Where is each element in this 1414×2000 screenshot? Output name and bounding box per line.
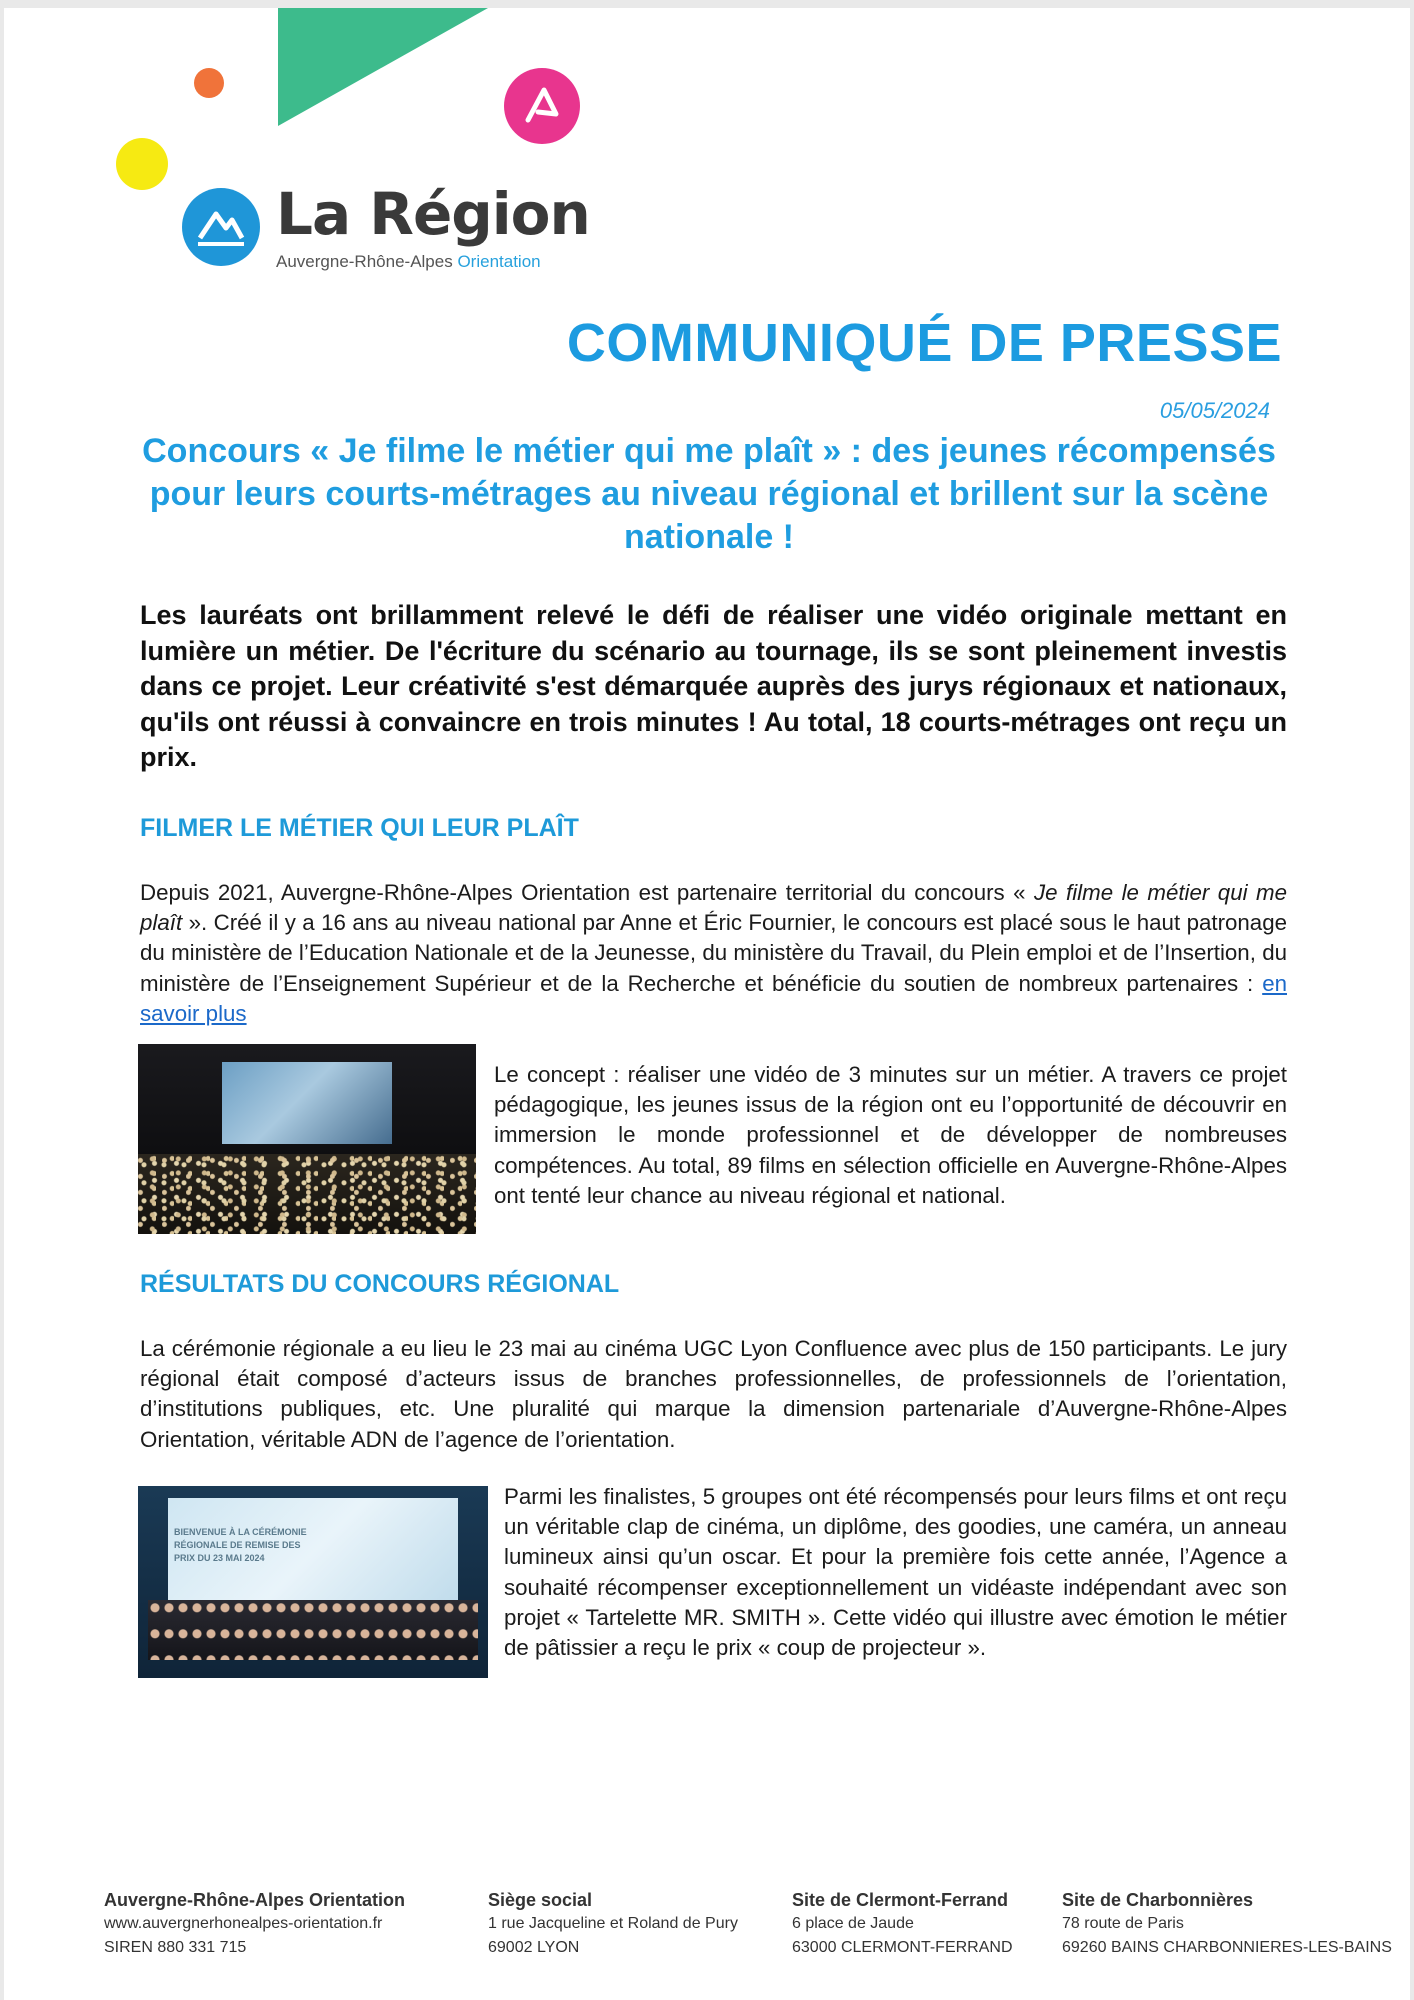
footer-title: Site de Clermont-Ferrand — [792, 1890, 1009, 1910]
section-heading-filmer: FILMER LE MÉTIER QUI LEUR PLAÎT — [140, 814, 579, 842]
footer-column-charbonnieres — [1062, 1888, 1392, 1960]
footer-column-siege — [488, 1888, 738, 1960]
ceremony-group-photo — [138, 1486, 488, 1678]
partner-paragraph — [140, 878, 1287, 1029]
pink-mountain-icon — [504, 68, 580, 144]
release-date: 05/05/2024 — [1159, 398, 1270, 423]
footer-line: 78 route de Paris — [1062, 1915, 1184, 1932]
brand-logo-text: La Région — [276, 180, 590, 248]
footer-line: 69002 LYON — [488, 1939, 580, 1956]
ceremony-screen-text: BIENVENUE À LA CÉRÉMONIE RÉGIONALE DE REMISE DES PRIX DU 23 MAI 2024 — [174, 1527, 307, 1563]
orange-dot-decoration — [194, 68, 224, 98]
partner-text-intro: Depuis 2021, Auvergne-Rhône-Alpes Orientation est partenaire territorial du concours « — [140, 880, 1035, 905]
lede-paragraph: Les lauréats ont brillamment relevé le défi de réaliser une vidéo originale mettant en lumière un métier. De l'écriture du scénario au tournage, ils se sont pleinement investis dans ce projet. Leur créativité s'est démarquée auprès des jurys régionaux et nationaux, qu'ils ont réussi à convaincre en trois minutes ! Au total, 18 courts-métrages ont reçu un prix. — [140, 600, 1287, 772]
footer-title: Site de Charbonnières — [1062, 1890, 1254, 1910]
learn-more-link[interactable]: en savoir plus — [140, 970, 1287, 1026]
footer-title: Siège social — [488, 1890, 593, 1910]
contest-name-italic: Je filme le métier qui me plaît — [140, 880, 1287, 936]
footer-title: Auvergne-Rhône-Alpes Orientation — [104, 1890, 406, 1910]
page-title: COMMUNIQUÉ DE PRESSE — [566, 313, 1282, 373]
brand-subtitle-region: Auvergne-Rhône-Alpes — [276, 252, 453, 271]
footer-line: 1 rue Jacqueline et Roland de Pury — [488, 1915, 738, 1932]
cinema-screen — [222, 1062, 392, 1144]
brand-subtitle-accent: Orientation — [457, 252, 541, 271]
audience — [138, 1154, 476, 1234]
ceremony-paragraph: La cérémonie régionale a eu lieu le 23 mai au cinéma UGC Lyon Confluence avec plus de 150 participants. Le jury régional était composé d’acteurs issus de branches professionnelles, de professionnels de l’orientation, d’institutions publiques, etc. Une pluralité qui marque la dimension partenariale d’Auvergne-Rhône-Alpes Orientation, véritable ADN de l’agence de l’orientation. — [140, 1336, 1287, 1452]
footer-column-agency — [104, 1888, 405, 1960]
brand-subtitle — [276, 252, 541, 272]
footer-line: 69260 BAINS CHARBONNIERES-LES-BAINS — [1062, 1939, 1392, 1956]
footer-line: SIREN 880 331 715 — [104, 1939, 247, 1956]
footer-column-clermont — [792, 1888, 1013, 1960]
footer-line: 6 place de Jaude — [792, 1915, 914, 1932]
winners-group — [148, 1600, 478, 1660]
winners-paragraph: Parmi les finalistes, 5 groupes ont été récompensés pour leurs films et ont reçu un véritable clap de cinéma, un diplôme, des goodies, une caméra, un anneau lumineux ainsi qu’un oscar. Et pour la première fois cette année, l’Agence a souhaité récompenser exceptionnellement un vidéaste indépendant avec son projet « Tartelette MR. SMITH ». Cette vidéo qui illustre avec émotion le métier de pâtissier a reçu le prix « coup de projecteur ». — [504, 1484, 1287, 1661]
cinema-screening-photo — [138, 1044, 476, 1234]
section-heading-resultats: RÉSULTATS DU CONCOURS RÉGIONAL — [140, 1270, 620, 1298]
footer-line: 63000 CLERMONT-FERRAND — [792, 1939, 1013, 1956]
footer-line: www.auvergnerhonealpes-orientation.fr — [104, 1915, 383, 1932]
headline: Concours « Je filme le métier qui me plaît » : des jeunes récompensés pour leurs courts-métrages au niveau régional et brillent sur la scène nationale ! — [142, 432, 1276, 556]
concept-paragraph: Le concept : réaliser une vidéo de 3 minutes sur un métier. A travers ce projet pédagogique, les jeunes issus de la région ont eu l’opportunité de découvrir en immersion le monde professionnel et de développer de nombreuses compétences. Au total, 89 films en sélection officielle en Auvergne-Rhône-Alpes ont tenté leur chance au niveau régional et national. — [494, 1062, 1287, 1208]
green-triangle-decoration — [278, 8, 488, 128]
partner-text-rest: ». Créé il y a 16 ans au niveau national par Anne et Éric Fournier, le concours est placé sous le haut patronage du ministère de l’Education Nationale et de la Jeunesse, du ministère du Travail, du Plein emploi et de l’Insertion, du ministère de l’Enseignement Supérieur et de la Recherche et bénéficie du soutien de nombreux partenaires : — [140, 910, 1287, 996]
mountain-logo-icon — [182, 188, 260, 266]
yellow-dot-decoration — [116, 138, 168, 190]
press-release-page — [4, 8, 1410, 2000]
